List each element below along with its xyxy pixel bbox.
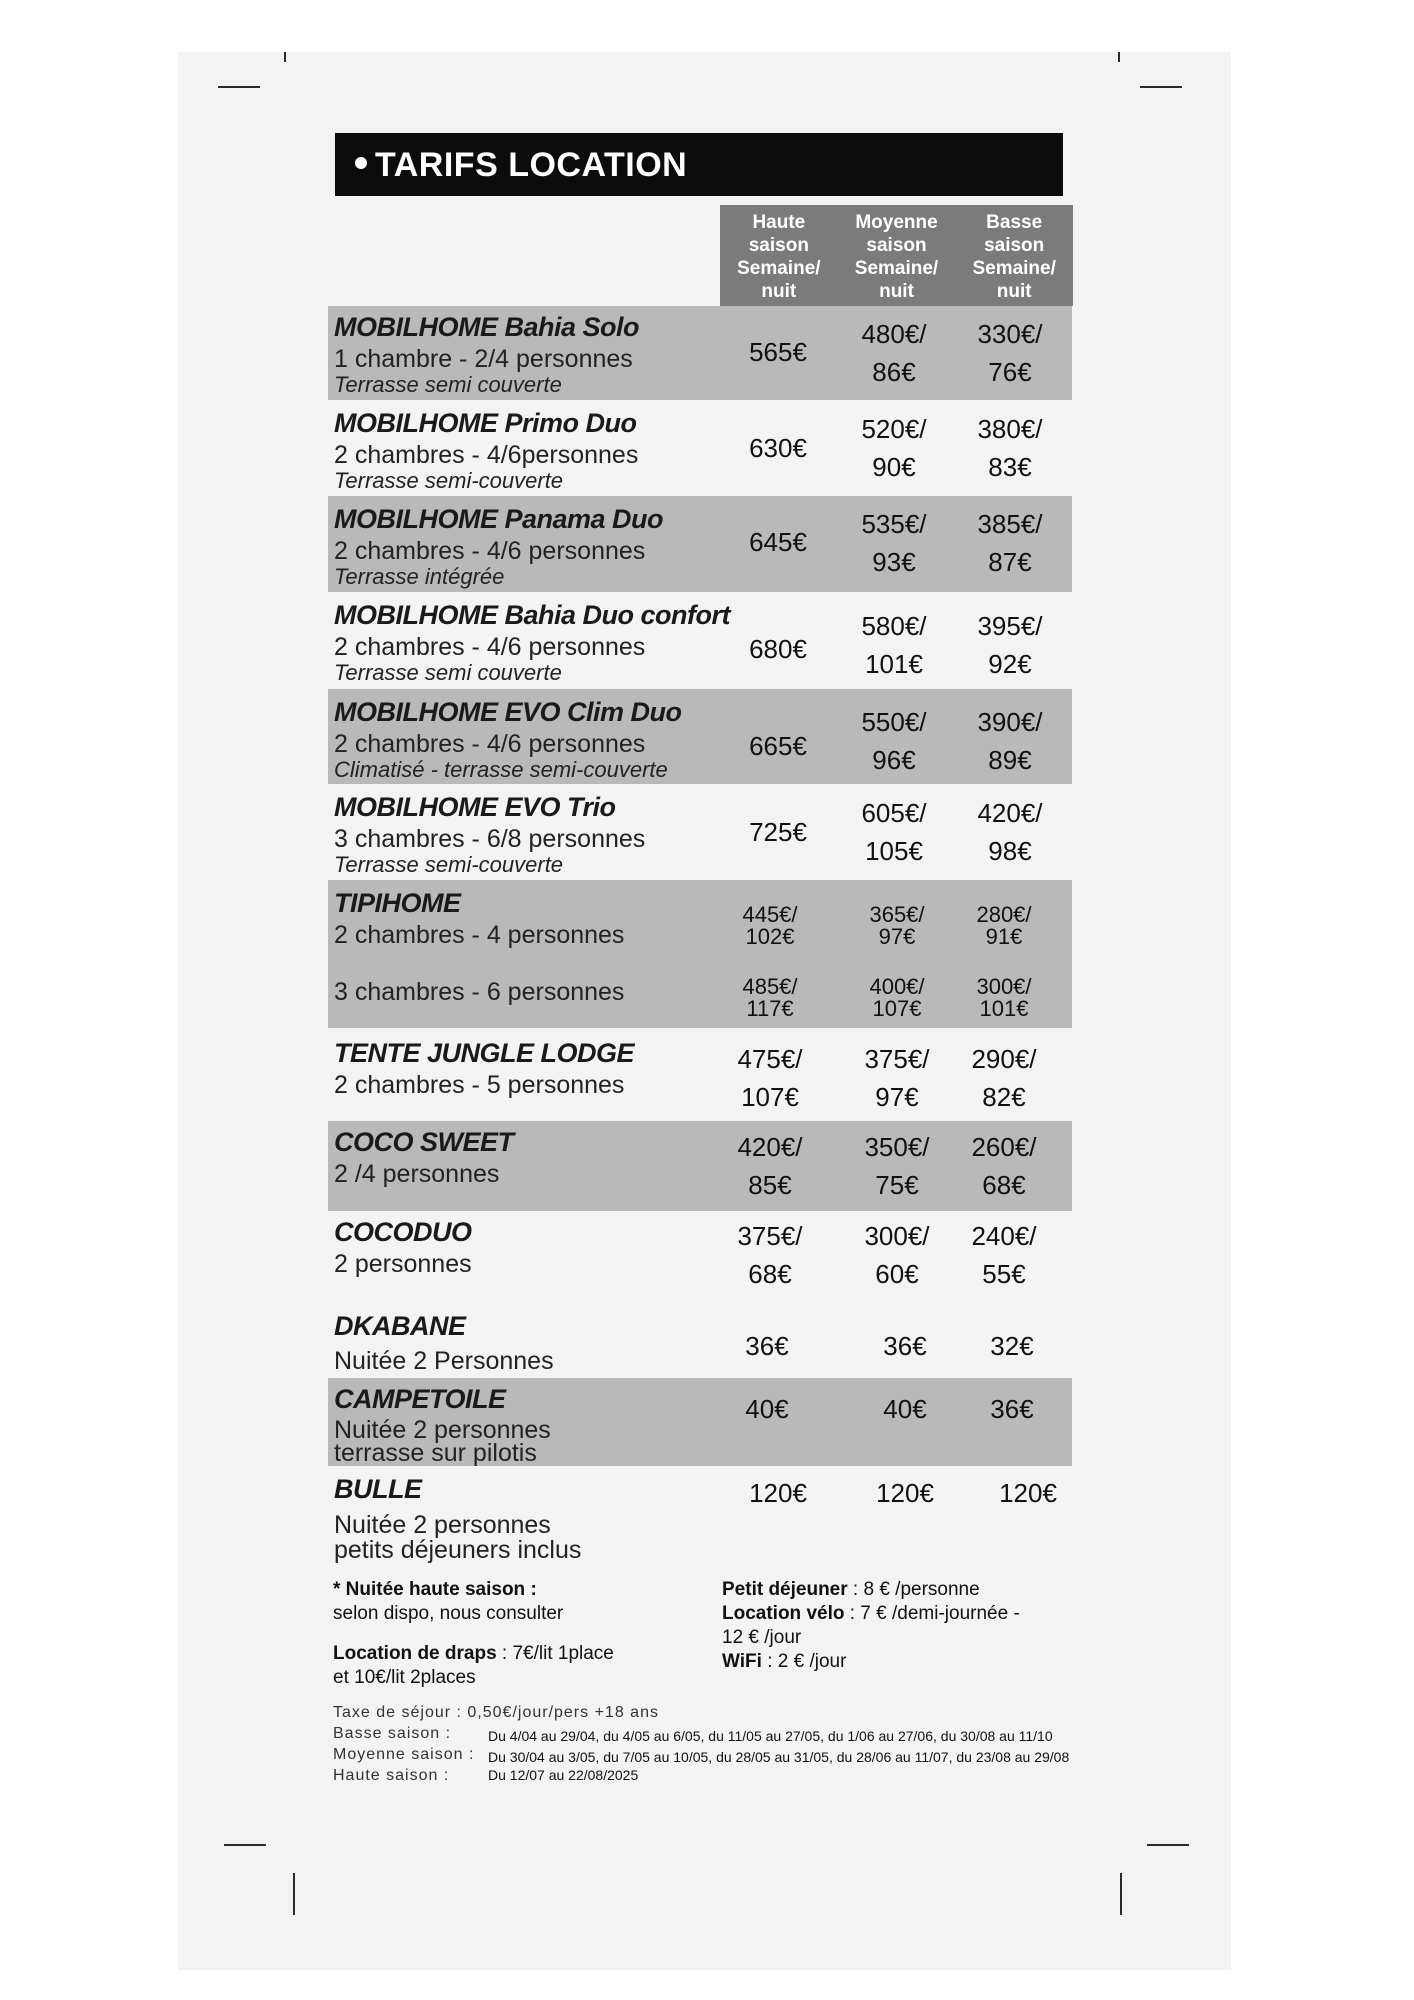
basse-saison-dates: Du 4/04 au 29/04, du 4/05 au 6/05, du 11/05 au 27/05, du 1/06 au 27/06, du 30/08 au 11/10 bbox=[488, 1728, 1053, 1744]
crop-mark bbox=[224, 1844, 266, 1846]
rental-details: terrasse sur pilotis bbox=[334, 1439, 537, 1467]
price-moyenne: 300€/ 60€ bbox=[864, 1221, 930, 1289]
rental-name: MOBILHOME Bahia Duo confort bbox=[334, 600, 730, 630]
price-moyenne: 520€/ 90€ bbox=[861, 414, 927, 482]
price-basse: 260€/ 68€ bbox=[971, 1132, 1037, 1200]
rental-capacity: 2 /4 personnes bbox=[334, 1160, 500, 1188]
rental-details: Terrasse semi couverte bbox=[334, 660, 562, 685]
table-row bbox=[328, 1121, 1072, 1211]
price-haute: 36€ bbox=[745, 1331, 789, 1361]
rental-name: MOBILHOME Bahia Solo bbox=[334, 312, 640, 342]
price-moyenne: 40€ bbox=[883, 1394, 927, 1424]
rental-details: Terrasse intégrée bbox=[334, 564, 505, 589]
note-nuitee: * Nuitée haute saison : selon dispo, nous consulter bbox=[333, 1579, 564, 1624]
rental-details: petits déjeuners inclus bbox=[334, 1536, 582, 1564]
rental-details: Climatisé - terrasse semi-couverte bbox=[334, 757, 668, 782]
rental-capacity: 2 chambres - 5 personnes bbox=[334, 1071, 625, 1099]
crop-mark bbox=[284, 52, 286, 62]
haute-saison-dates: Du 12/07 au 22/08/2025 bbox=[488, 1767, 639, 1783]
basse-saison-label: Basse saison : bbox=[333, 1725, 452, 1742]
price-basse: 290€/ 82€ bbox=[971, 1044, 1037, 1112]
price-basse: 390€/ 89€ bbox=[977, 707, 1043, 775]
table-row bbox=[328, 784, 1072, 880]
price-basse: 330€/ 76€ bbox=[977, 319, 1043, 387]
price-basse: 420€/ 98€ bbox=[977, 798, 1043, 866]
table-row bbox=[328, 1466, 1072, 1566]
price-basse: 240€/ 55€ bbox=[971, 1221, 1037, 1289]
price-haute: 645€ bbox=[749, 527, 807, 557]
table-row bbox=[328, 1378, 1072, 1466]
rental-name: MOBILHOME Primo Duo bbox=[334, 408, 637, 438]
rental-name: MOBILHOME EVO Clim Duo bbox=[334, 697, 682, 727]
header-moyenne-saison: Moyenne saison Semaine/ nuit bbox=[854, 212, 939, 302]
moyenne-saison-label: Moyenne saison : bbox=[333, 1746, 475, 1763]
price-haute: 120€ bbox=[749, 1478, 807, 1508]
rental-name: TENTE JUNGLE LODGE bbox=[334, 1038, 635, 1068]
bullet-icon bbox=[355, 157, 367, 169]
rental-capacity: 1 chambre - 2/4 personnes bbox=[334, 345, 633, 373]
table-row bbox=[328, 306, 1072, 400]
note-wifi: WiFi : 2 € /jour bbox=[722, 1651, 847, 1672]
header-haute-saison: Haute saison Semaine/ nuit bbox=[737, 212, 821, 302]
table-row bbox=[328, 880, 1072, 1028]
taxe-sejour: Taxe de séjour : 0,50€/jour/pers +18 ans bbox=[333, 1704, 659, 1721]
rental-name: CAMPETOILE bbox=[334, 1384, 506, 1414]
table-row bbox=[328, 689, 1072, 784]
crop-mark bbox=[1147, 1844, 1189, 1846]
rental-details: Terrasse semi-couverte bbox=[334, 468, 564, 493]
price-haute: 475€/ 107€ bbox=[737, 1044, 803, 1112]
rental-capacity: 2 chambres - 4/6 personnes bbox=[334, 730, 646, 758]
price-basse: 395€/ 92€ bbox=[977, 611, 1043, 679]
price-haute: 420€/ 85€ bbox=[737, 1132, 803, 1200]
price-moyenne: 535€/ 93€ bbox=[861, 509, 927, 577]
price-basse: 280€/ 91€ bbox=[976, 902, 1032, 949]
rental-capacity: Nuitée 2 personnes bbox=[334, 1416, 551, 1444]
price-moyenne: 580€/ 101€ bbox=[861, 611, 927, 679]
note-draps: Location de draps : 7€/lit 1place et 10€/lit 2places bbox=[333, 1643, 614, 1688]
rental-capacity: 3 chambres - 6/8 personnes bbox=[334, 825, 646, 853]
price-haute: 375€/ 68€ bbox=[737, 1221, 803, 1289]
crop-mark bbox=[1118, 52, 1120, 62]
price-basse: 120€ bbox=[999, 1478, 1057, 1508]
price-haute: 40€ bbox=[745, 1394, 789, 1424]
price-basse: 36€ bbox=[990, 1394, 1034, 1424]
rental-details: Terrasse semi couverte bbox=[334, 372, 562, 397]
note-location-velo: Location vélo : 7 € /demi-journée - 12 € /jour bbox=[722, 1603, 1020, 1648]
rental-capacity: Nuitée 2 Personnes bbox=[334, 1347, 554, 1375]
crop-mark bbox=[293, 1873, 295, 1915]
header-basse-saison: Basse saison Semaine/ nuit bbox=[972, 212, 1056, 302]
price-moyenne: 120€ bbox=[876, 1478, 934, 1508]
rental-capacity: 2 chambres - 4 personnes bbox=[334, 921, 625, 949]
rental-name: MOBILHOME Panama Duo bbox=[334, 504, 664, 534]
table-row bbox=[328, 496, 1072, 592]
crop-mark bbox=[1120, 1873, 1122, 1915]
price-haute: 485€/ 117€ bbox=[742, 974, 798, 1021]
rental-capacity: Nuitée 2 personnes bbox=[334, 1511, 551, 1539]
rental-capacity: 2 chambres - 4/6personnes bbox=[334, 441, 639, 469]
rental-name: COCODUO bbox=[334, 1217, 472, 1247]
crop-mark bbox=[1140, 86, 1182, 88]
price-moyenne: 480€/ 86€ bbox=[861, 319, 927, 387]
page-title: TARIFS LOCATION bbox=[335, 133, 1063, 196]
rental-name: DKABANE bbox=[334, 1311, 466, 1341]
price-moyenne: 36€ bbox=[883, 1331, 927, 1361]
price-haute: 680€ bbox=[749, 634, 807, 664]
price-basse: 300€/ 101€ bbox=[976, 974, 1032, 1021]
price-haute: 445€/ 102€ bbox=[742, 902, 798, 949]
season-header bbox=[720, 205, 1073, 306]
price-haute: 565€ bbox=[749, 337, 807, 367]
price-basse: 380€/ 83€ bbox=[977, 414, 1043, 482]
rental-capacity: 3 chambres - 6 personnes bbox=[334, 978, 625, 1006]
table-row bbox=[328, 1303, 1072, 1378]
rental-capacity: 2 personnes bbox=[334, 1250, 472, 1278]
price-haute: 665€ bbox=[749, 731, 807, 761]
price-moyenne: 365€/ 97€ bbox=[869, 902, 925, 949]
rental-name: BULLE bbox=[334, 1474, 422, 1504]
rental-name: TIPIHOME bbox=[334, 888, 461, 918]
rental-capacity: 2 chambres - 4/6 personnes bbox=[334, 537, 646, 565]
price-moyenne: 350€/ 75€ bbox=[864, 1132, 930, 1200]
note-petit-dejeuner: Petit déjeuner : 8 € /personne bbox=[722, 1579, 980, 1600]
table-row bbox=[328, 400, 1072, 496]
price-haute: 725€ bbox=[749, 817, 807, 847]
price-basse: 385€/ 87€ bbox=[977, 509, 1043, 577]
rental-details: Terrasse semi-couverte bbox=[334, 852, 564, 877]
price-haute: 630€ bbox=[749, 433, 807, 463]
rental-name: MOBILHOME EVO Trio bbox=[334, 792, 616, 822]
table-row bbox=[328, 592, 1072, 689]
crop-mark bbox=[218, 86, 260, 88]
table-row bbox=[328, 1028, 1072, 1121]
price-basse: 32€ bbox=[990, 1331, 1034, 1361]
moyenne-saison-dates: Du 30/04 au 3/05, du 7/05 au 10/05, du 28/05 au 31/05, du 28/06 au 11/07, du 23/08 au 29/08 bbox=[488, 1749, 1070, 1765]
price-moyenne: 550€/ 96€ bbox=[861, 707, 927, 775]
rental-name: COCO SWEET bbox=[334, 1127, 514, 1157]
price-moyenne: 375€/ 97€ bbox=[864, 1044, 930, 1112]
table-row bbox=[328, 1211, 1072, 1303]
price-moyenne: 605€/ 105€ bbox=[861, 798, 927, 866]
rental-capacity: 2 chambres - 4/6 personnes bbox=[334, 633, 646, 661]
price-moyenne: 400€/ 107€ bbox=[869, 974, 925, 1021]
haute-saison-label: Haute saison : bbox=[333, 1767, 450, 1784]
